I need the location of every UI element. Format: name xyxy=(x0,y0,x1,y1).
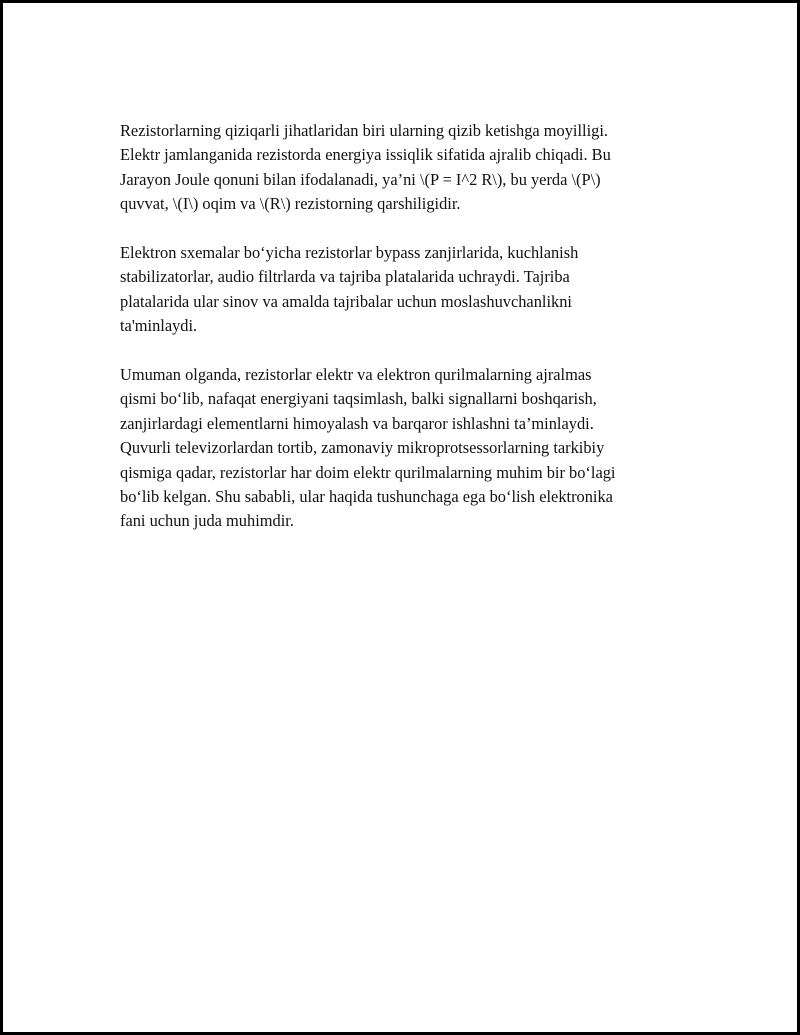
text-line: fani uchun juda muhimdir. xyxy=(120,511,294,531)
text-line: qismiga qadar, rezistorlar har doim elektr qurilmalarning muhim bir bo‘lagi xyxy=(120,462,616,482)
text-line: stabilizatorlar, audio filtrlarda va tajriba platalarida uchraydi. Tajriba xyxy=(120,267,570,287)
text-line: zanjirlardagi elementlarni himoyalash va barqaror ishlashni ta’minlaydi. xyxy=(120,413,594,433)
text-line: Quvurli televizorlardan tortib, zamonaviy mikroprotsessorlarning tarkibiy xyxy=(120,438,605,458)
text-line: bo‘lib kelgan. Shu sababli, ular haqida tushunchaga ega bo‘lish elektronika xyxy=(120,487,613,507)
text-line: qismi bo‘lib, nafaqat energiyani taqsimlash, balki signallarni boshqarish, xyxy=(120,389,597,409)
text-line: ta'minlaydi. xyxy=(120,316,198,336)
text-line: Rezistorlarning qiziqarli jihatlaridan biri ularning qizib ketishga moyilligi. xyxy=(120,121,608,140)
text-line: Elektr jamlanganida rezistorda energiya issiqlik sifatida ajralib chiqadi. Bu xyxy=(120,145,611,165)
text-line: Umuman olganda, rezistorlar elektr va elektron qurilmalarning ajralmas xyxy=(120,365,592,385)
text-line: platalarida ular sinov va amalda tajribalar uchun moslashuvchanlikni xyxy=(120,291,572,311)
paragraph-circuit-uses xyxy=(120,241,680,339)
text-line: Jarayon Joule qonuni bilan ifodalanadi, ya’ni \(P = I^2 R\), bu yerda \(P\) xyxy=(120,169,601,189)
paragraph-conclusion xyxy=(120,363,680,534)
text-line: Elektron sxemalar bo‘yicha rezistorlar bypass zanjirlarida, kuchlanish xyxy=(120,243,579,263)
text-line: quvvat, \(I\) oqim va \(R\) rezistorning qarshiligidir. xyxy=(120,194,461,214)
paragraph-resistor-heating xyxy=(120,119,680,217)
document-body xyxy=(120,119,680,558)
